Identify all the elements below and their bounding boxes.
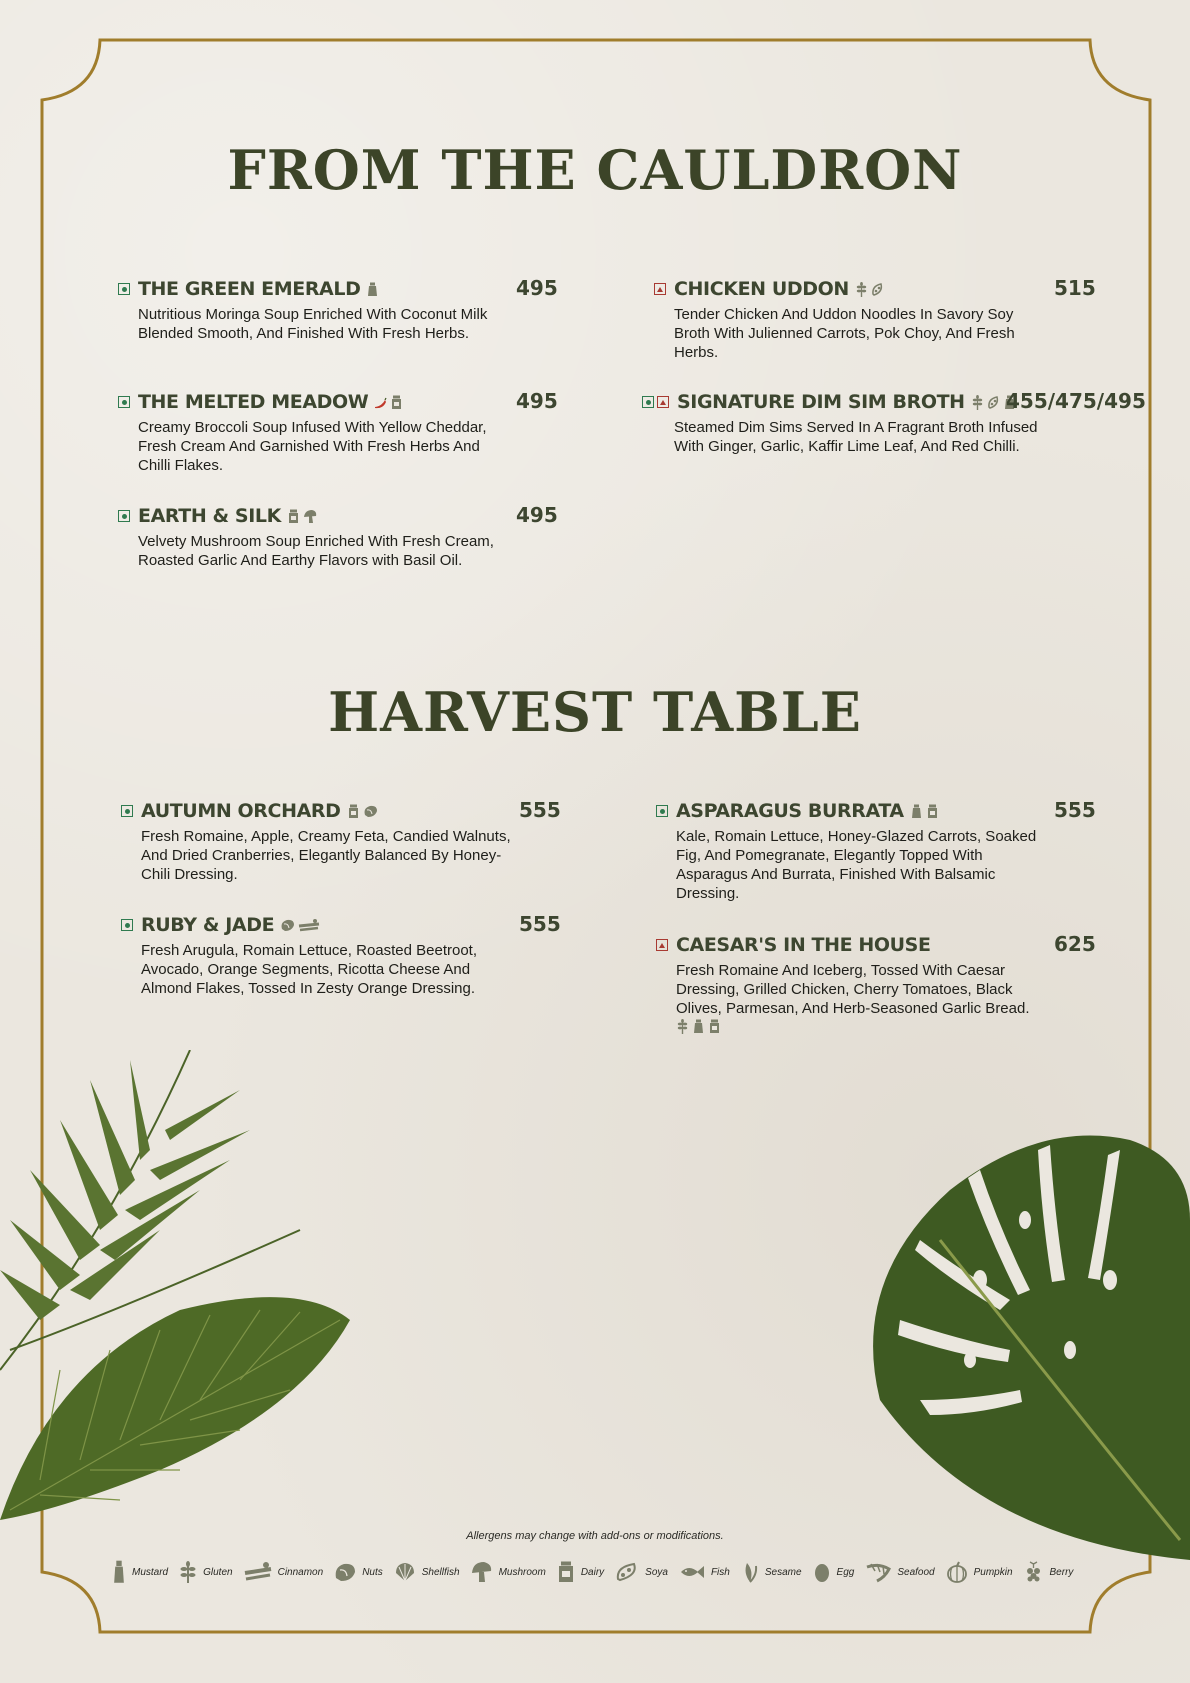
fish-icon <box>679 1560 705 1584</box>
berry-icon <box>1024 1560 1044 1584</box>
item-name: AUTUMN ORCHARD <box>141 800 341 822</box>
menu-item <box>121 912 561 998</box>
mushroom-icon <box>471 1560 493 1584</box>
menu-item <box>118 389 558 475</box>
nuts-icon <box>363 804 378 819</box>
veg-icon <box>118 510 130 522</box>
veg-icon <box>121 805 133 817</box>
mushroom-icon <box>303 509 318 524</box>
legend-item-soya <box>615 1560 668 1584</box>
monstera-leaf-illustration <box>860 1100 1190 1560</box>
mustard-icon <box>910 804 923 819</box>
legend-label: Egg <box>836 1566 855 1578</box>
item-price: 625 <box>1054 932 1096 956</box>
dairy-icon <box>557 1560 575 1584</box>
veg-icon <box>656 805 668 817</box>
item-name: CAESAR'S IN THE HOUSE <box>676 934 931 956</box>
menu-item <box>118 503 558 570</box>
item-description: Nutritious Moringa Soup Enriched With Coconut Milk Blended Smooth, And Finished With Fresh Herbs. <box>138 306 488 342</box>
non-veg-icon <box>656 939 668 951</box>
legend-label: Soya <box>645 1566 668 1578</box>
section-title-cauldron: FROM THE CAULDRON <box>227 138 963 202</box>
soya-icon <box>615 1560 639 1584</box>
shellfish-icon <box>394 1560 416 1584</box>
legend-label: Sesame <box>764 1566 802 1578</box>
mustard-icon <box>366 282 379 297</box>
legend-label: Dairy <box>580 1566 605 1578</box>
item-name: SIGNATURE DIM SIM BROTH <box>677 391 965 413</box>
legend-item-mushroom <box>471 1560 546 1584</box>
non-veg-icon <box>654 283 666 295</box>
nuts-icon <box>280 918 295 933</box>
dairy-icon <box>708 1019 721 1034</box>
chilli-icon <box>374 395 387 410</box>
legend-label: Mushroom <box>498 1566 546 1578</box>
gluten-icon <box>179 1560 197 1584</box>
item-price: 495 <box>516 389 558 413</box>
item-description-text: Fresh Romaine And Iceberg, Tossed With Caesar Dressing, Grilled Chicken, Cherry Tomatoes, Black Olives, Parmesan, And Herb-Seasoned Garlic Bread. <box>676 962 1030 1017</box>
legend-item-berry <box>1024 1560 1074 1584</box>
item-description: Fresh Arugula, Romain Lettuce, Roasted Beetroot, Avocado, Orange Segments, Ricotta Cheese And Almond Flakes, Tossed In Zesty Orange Dressing. <box>141 942 478 997</box>
legend-label: Pumpkin <box>973 1566 1013 1578</box>
item-description: Creamy Broccoli Soup Infused With Yellow Cheddar, Fresh Cream And Garnished With Fresh Herbs And Chilli Flakes. <box>138 419 487 474</box>
veg-icon <box>642 396 654 408</box>
item-price: 555 <box>519 912 561 936</box>
legend-label: Mustard <box>132 1566 169 1578</box>
item-description <box>676 961 1046 1037</box>
legend-label: Seafood <box>897 1566 935 1578</box>
item-price: 495 <box>516 503 558 527</box>
legend-label: Cinnamon <box>277 1566 324 1578</box>
item-price: 455/475/495 <box>1006 389 1146 413</box>
sesame-icon <box>741 1560 759 1584</box>
cinnamon-icon <box>298 918 320 933</box>
item-name: THE MELTED MEADOW <box>138 391 369 413</box>
cinnamon-icon <box>244 1560 272 1584</box>
gluten-icon <box>971 395 984 410</box>
gluten-icon <box>855 282 868 297</box>
menu-item <box>656 798 1096 903</box>
menu-item <box>654 276 1096 362</box>
legend-item-cinnamon <box>244 1560 324 1584</box>
veg-icon <box>118 396 130 408</box>
item-name: RUBY & JADE <box>141 914 275 936</box>
dairy-icon <box>926 804 939 819</box>
mustard-icon <box>692 1019 705 1034</box>
legend-item-dairy <box>557 1560 604 1584</box>
item-description: Fresh Romaine, Apple, Creamy Feta, Candied Walnuts, And Dried Cranberries, Elegantly Balanced By Honey-Chili Dressing. <box>141 828 511 883</box>
menu-item <box>642 389 1146 456</box>
item-price: 555 <box>1054 798 1096 822</box>
dairy-icon <box>347 804 360 819</box>
item-description: Kale, Romain Lettuce, Honey-Glazed Carrots, Soaked Fig, And Pomegranate, Elegantly Topped With Asparagus And Burrata, Finished With Balsamic Dressing. <box>676 828 1037 902</box>
soya-icon <box>987 395 1000 410</box>
item-price: 495 <box>516 276 558 300</box>
legend-item-nuts <box>334 1560 383 1584</box>
pumpkin-icon <box>946 1560 968 1584</box>
menu-item <box>656 932 1096 1037</box>
item-description: Steamed Dim Sims Served In A Fragrant Broth Infused With Ginger, Garlic, Kaffir Lime Leaf, And Red Chilli. <box>674 419 1038 455</box>
legend-label: Fish <box>710 1566 730 1578</box>
soya-icon <box>871 282 884 297</box>
item-name: THE GREEN EMERALD <box>138 278 361 300</box>
legend-item-gluten <box>179 1560 232 1584</box>
legend-label: Gluten <box>203 1566 233 1578</box>
item-description: Tender Chicken And Uddon Noodles In Savory Soy Broth With Julienned Carrots, Pok Choy, And Fresh Herbs. <box>674 306 1015 361</box>
legend-item-pumpkin <box>946 1560 1013 1584</box>
legend-item-sesame <box>741 1560 802 1584</box>
item-name: ASPARAGUS BURRATA <box>676 800 904 822</box>
veg-icon <box>121 919 133 931</box>
dairy-icon <box>390 395 403 410</box>
gluten-icon <box>676 1019 689 1034</box>
nuts-icon <box>334 1560 356 1584</box>
menu-item <box>121 798 561 884</box>
item-name: EARTH & SILK <box>138 505 281 527</box>
legend-item-shellfish <box>394 1560 460 1584</box>
menu-item <box>118 276 558 343</box>
seafood-icon <box>865 1560 891 1584</box>
allergen-legend <box>112 1560 1084 1584</box>
veg-icon <box>118 283 130 295</box>
legend-label: Shellfish <box>421 1566 460 1578</box>
dairy-icon <box>287 509 300 524</box>
item-price: 515 <box>1054 276 1096 300</box>
allergen-disclaimer: Allergens may change with add-ons or modifications. <box>466 1530 724 1542</box>
legend-item-egg <box>813 1560 855 1584</box>
non-veg-icon <box>657 396 669 408</box>
legend-item-mustard <box>112 1560 168 1584</box>
legend-item-fish <box>679 1560 730 1584</box>
palm-leaf-illustration <box>0 1050 360 1520</box>
mustard-icon <box>112 1560 126 1584</box>
legend-item-seafood <box>865 1560 934 1584</box>
egg-icon <box>813 1560 831 1584</box>
item-price: 555 <box>519 798 561 822</box>
item-description: Velvety Mushroom Soup Enriched With Fresh Cream, Roasted Garlic And Earthy Flavors with Basil Oil. <box>138 533 494 569</box>
section-title-harvest: HARVEST TABLE <box>328 680 862 744</box>
legend-label: Berry <box>1049 1566 1074 1578</box>
item-name: CHICKEN UDDON <box>674 278 849 300</box>
legend-label: Nuts <box>362 1566 383 1578</box>
